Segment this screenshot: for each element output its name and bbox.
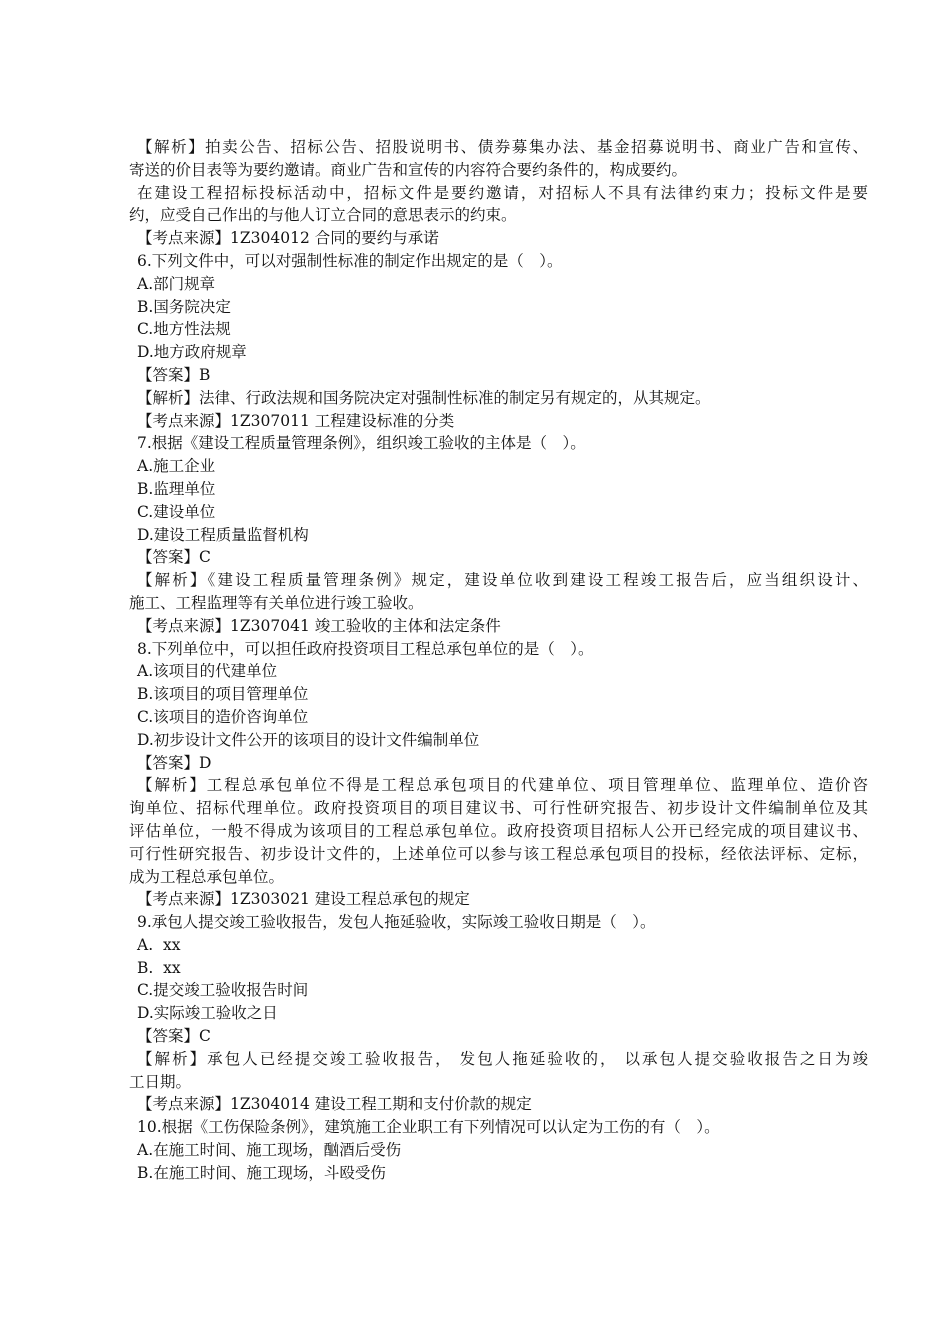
text-line: 【解析】《建设工程质量管理条例》规定，建设单位收到建设工程竣工报告后，应当组织设计、	[137, 571, 868, 590]
text-line: B. xx	[137, 958, 181, 977]
text-line: D.实际竣工验收之日	[137, 1004, 278, 1023]
text-line: 【答案】D	[137, 753, 212, 772]
text-line: A.部门规章	[137, 274, 216, 293]
text-line: 【考点来源】1Z304014 建设工程工期和支付价款的规定	[137, 1095, 532, 1114]
text-line: 8.下列单位中，可以担任政府投资项目工程总承包单位的是（ ）。	[137, 639, 594, 658]
text-line: A.该项目的代建单位	[137, 662, 278, 681]
text-line: A.施工企业	[137, 457, 216, 476]
document-page	[129, 136, 868, 1185]
text-line: A. xx	[137, 935, 181, 954]
text-line: 【解析】承包人已经提交竣工验收报告， 发包人拖延验收的， 以承包人提交验收报告之日为竣	[137, 1049, 868, 1068]
text-line: 成为工程总承包单位。	[129, 867, 285, 886]
text-line: 7.根据《建设工程质量管理条例》，组织竣工验收的主体是（ ）。	[137, 434, 586, 453]
text-line: C.建设单位	[137, 502, 216, 521]
text-line: 10.根据《工伤保险条例》，建筑施工企业职工有下列情况可以认定为工伤的有（ ）。	[137, 1118, 720, 1137]
text-line: 【答案】B	[137, 365, 211, 384]
text-line: B.监理单位	[137, 479, 216, 498]
text-line: C.提交竣工验收报告时间	[137, 981, 309, 1000]
text-line: D.地方政府规章	[137, 343, 247, 362]
text-line: B.在施工时间、施工现场，斗殴受伤	[137, 1163, 386, 1182]
text-line: 【考点来源】1Z307041 竣工验收的主体和法定条件	[137, 616, 501, 635]
text-line: 【考点来源】1Z307011 工程建设标准的分类	[137, 411, 455, 430]
text-line: 询单位、招标代理单位。政府投资项目的项目建议书、可行性研究报告、初步设计文件编制单位及其	[129, 799, 868, 818]
text-line: 施工、工程监理等有关单位进行竣工验收。	[129, 593, 424, 612]
text-line: 【考点来源】1Z304012 合同的要约与承诺	[137, 229, 439, 248]
text-line: 评估单位，一般不得成为该项目的工程总承包单位。政府投资项目招标人公开已经完成的项目建议书、	[129, 821, 868, 840]
text-line: 9.承包人提交竣工验收报告，发包人拖延验收，实际竣工验收日期是（ ）。	[137, 913, 656, 932]
text-line: 约，应受自己作出的与他人订立合同的意思表示的约束。	[129, 206, 517, 225]
text-line: D.建设工程质量监督机构	[137, 525, 309, 544]
text-line: B.该项目的项目管理单位	[137, 685, 309, 704]
text-line: C.地方性法规	[137, 320, 231, 339]
text-line: 可行性研究报告、初步设计文件的，上述单位可以参与该工程总承包项目的投标，经依法评标、定标，	[129, 844, 868, 863]
text-line: 【解析】拍卖公告、招标公告、招股说明书、债券募集办法、基金招募说明书、商业广告和宣传、	[137, 138, 868, 156]
text-line: 在建设工程招标投标活动中，招标文件是要约邀请，对招标人不具有法律约束力；投标文件是要	[137, 183, 868, 202]
text-line: 6.下列文件中，可以对强制性标准的制定作出规定的是（ ）。	[137, 251, 563, 270]
text-line: 【考点来源】1Z303021 建设工程总承包的规定	[137, 890, 470, 909]
text-line: 工日期。	[129, 1072, 192, 1091]
text-line: 【答案】C	[137, 548, 211, 567]
text-line: 【答案】C	[137, 1027, 211, 1046]
text-line: 【解析】法律、行政法规和国务院决定对强制性标准的制定另有规定的，从其规定。	[137, 388, 711, 407]
text-line: 寄送的价目表等为要约邀请。商业广告和宣传的内容符合要约条件的，构成要约。	[129, 160, 688, 179]
text-line: 【解析】工程总承包单位不得是工程总承包项目的代建单位、项目管理单位、监理单位、造价咨	[137, 776, 868, 795]
text-line: B.国务院决定	[137, 297, 231, 316]
text-line: C.该项目的造价咨询单位	[137, 707, 309, 726]
text-line: D.初步设计文件公开的该项目的设计文件编制单位	[137, 730, 480, 749]
text-line: A.在施工时间、施工现场，酗酒后受伤	[137, 1141, 402, 1160]
